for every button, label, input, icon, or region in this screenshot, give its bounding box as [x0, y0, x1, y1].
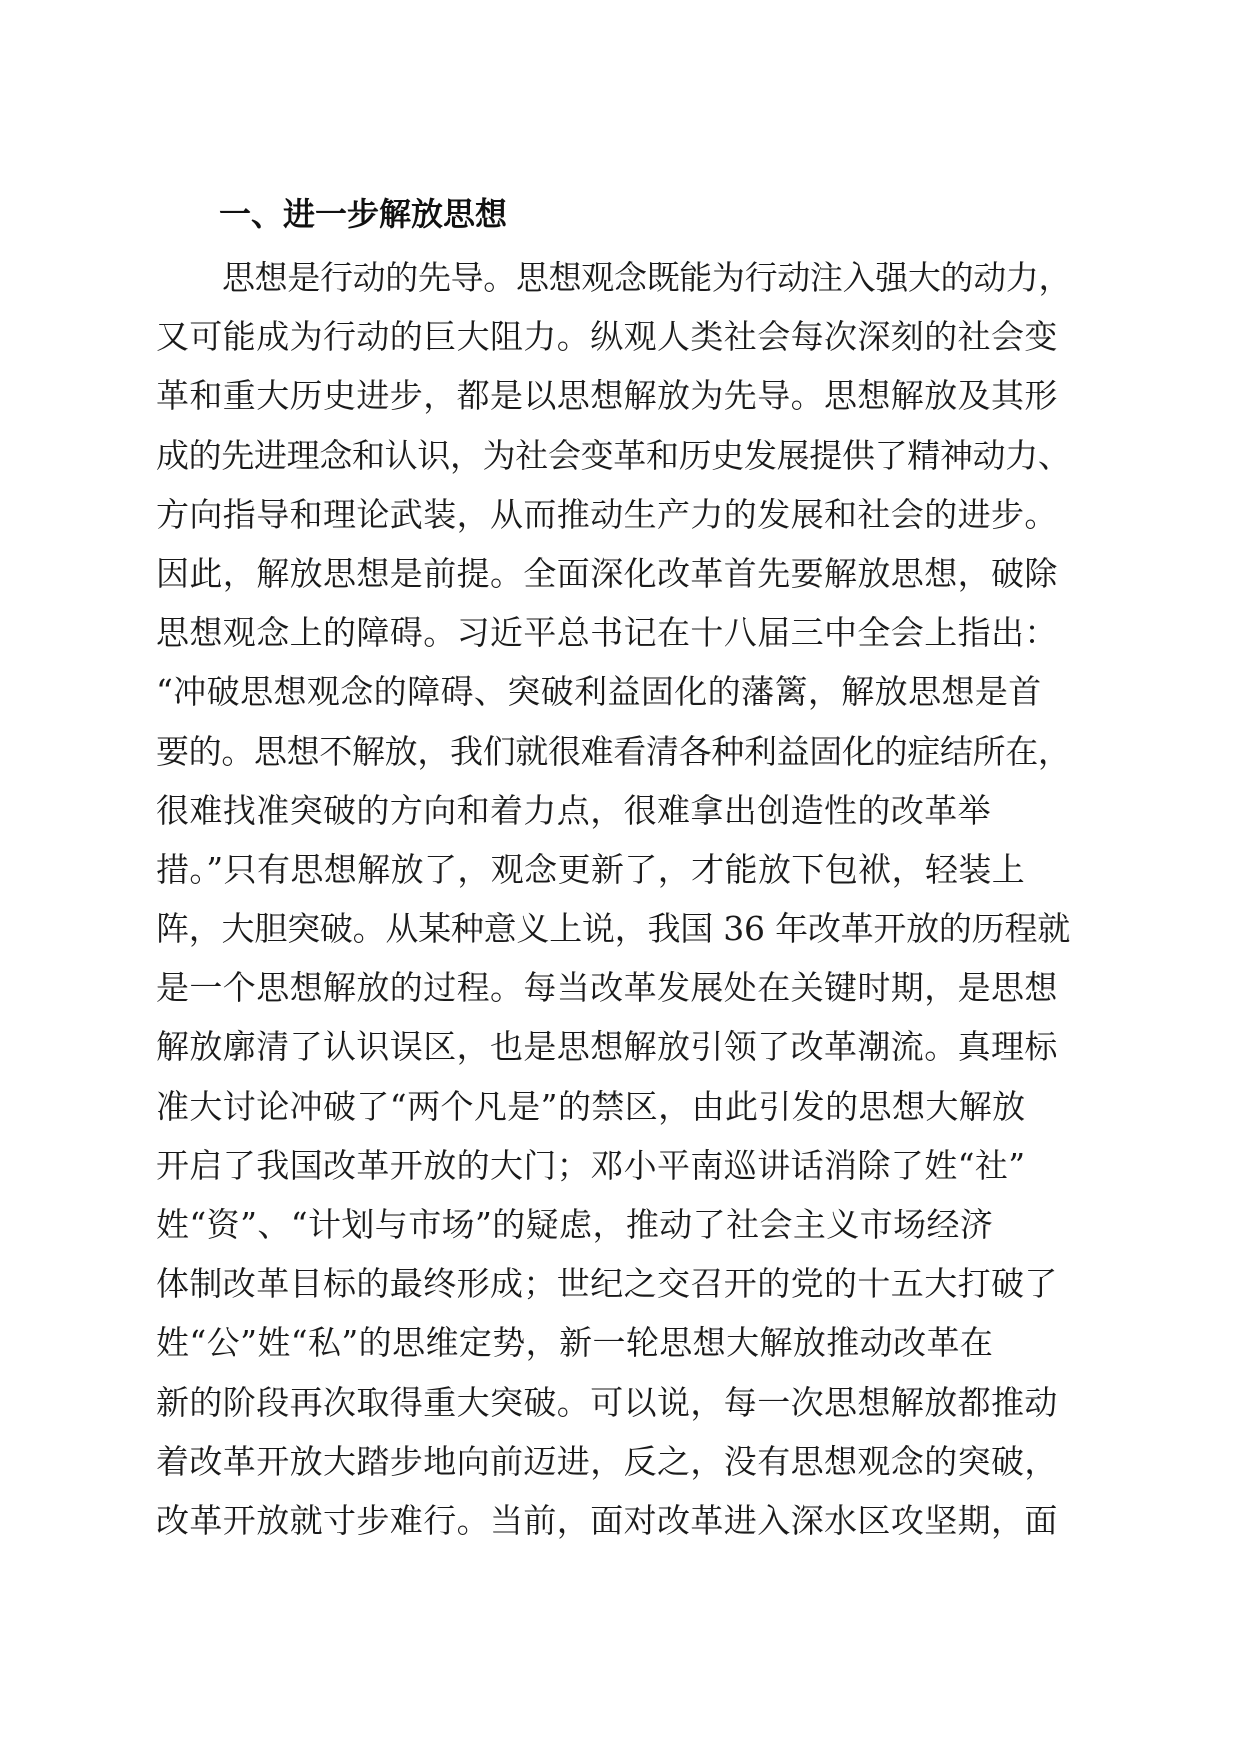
paragraph-line: 着改革开放大踏步地向前迈进，反之，没有思想观念的突破，	[156, 1441, 1058, 1481]
paragraph-line: 要的。思想不解放，我们就很难看清各种利益固化的症结所在，	[156, 731, 1071, 771]
paragraph-line: 又可能成为行动的巨大阻力。纵观人类社会每次深刻的社会变	[156, 317, 1058, 357]
paragraph-line: 措。”只有思想解放了，观念更新了，才能放下包袱，轻装上	[156, 849, 1026, 889]
paragraph-line: 新的阶段再次取得重大突破。可以说，每一次思想解放都推动	[156, 1382, 1058, 1422]
paragraph-line: 方向指导和理论武装，从而推动生产力的发展和社会的进步。	[156, 494, 1058, 534]
paragraph-line: 是一个思想解放的过程。每当改革发展处在关键时期，是思想	[156, 968, 1058, 1008]
paragraph-line: 姓“公”姓“私”的思维定势，新一轮思想大解放推动改革在	[156, 1323, 994, 1363]
paragraph-line: 解放廓清了认识误区，也是思想解放引领了改革潮流。真理标	[156, 1027, 1058, 1067]
paragraph-line: 很难找准突破的方向和着力点，很难拿出创造性的改革举	[156, 790, 991, 830]
paragraph-line: 姓“资”、“计划与市场”的疑虑，推动了社会主义市场经济	[156, 1205, 994, 1244]
paragraph-line: 准大讨论冲破了“两个凡是”的禁区，由此引发的思想大解放	[156, 1086, 1026, 1126]
paragraph-line: “冲破思想观念的障碍、突破利益固化的藩篱，解放思想是首	[156, 672, 1042, 712]
body-paragraph	[156, 248, 1076, 1550]
section-heading: 一、进一步解放思想	[219, 195, 508, 233]
paragraph-line: 思想是行动的先导。思想观念既能为行动注入强大的动力，	[222, 258, 1072, 297]
paragraph-line: 因此，解放思想是前提。全面深化改革首先要解放思想，破除	[156, 553, 1058, 593]
paragraph-line: 思想观念上的障碍。习近平总书记在十八届三中全会上指出：	[156, 613, 1058, 653]
paragraph-line: 改革开放就寸步难行。当前，面对改革进入深水区攻坚期，面	[156, 1500, 1058, 1540]
paragraph-line: 革和重大历史进步，都是以思想解放为先导。思想解放及其形	[156, 376, 1058, 416]
paragraph-line: 开启了我国改革开放的大门；邓小平南巡讲话消除了姓“社”	[156, 1145, 1026, 1185]
paragraph-line: 阵，大胆突破。从某种意义上说，我国 36 年改革开放的历程就	[156, 909, 1070, 949]
paragraph-line: 成的先进理念和认识，为社会变革和历史发展提供了精神动力、	[156, 435, 1071, 475]
paragraph-line: 体制改革目标的最终形成；世纪之交召开的党的十五大打破了	[156, 1264, 1058, 1304]
